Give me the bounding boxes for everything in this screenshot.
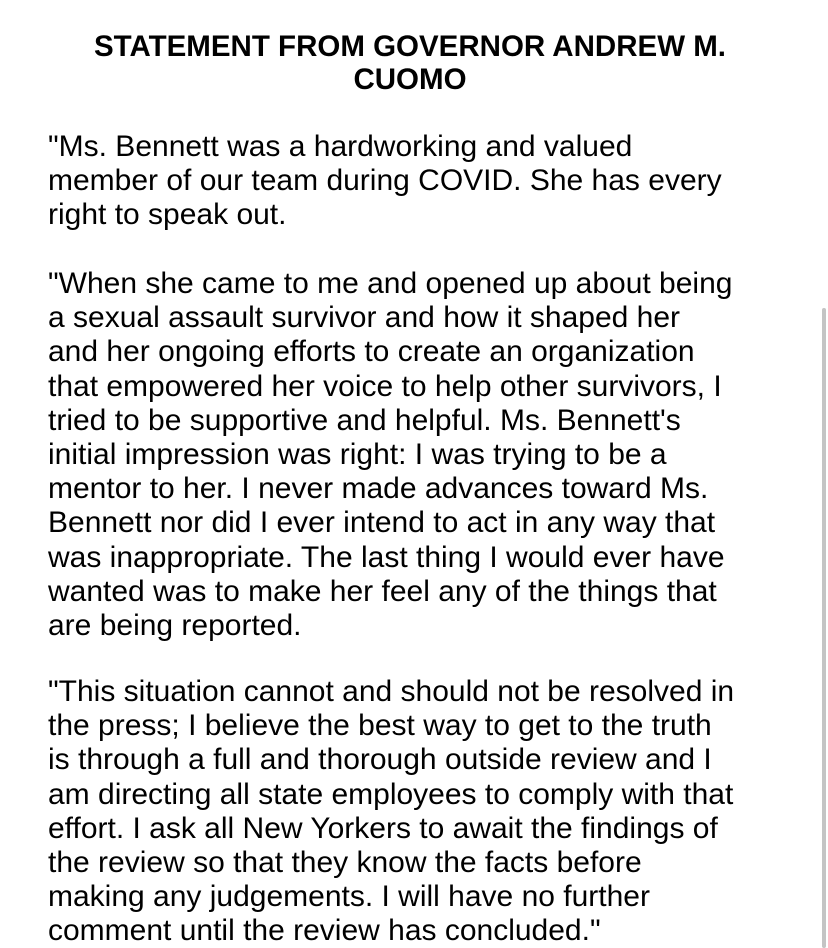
statement-title: STATEMENT FROM GOVERNOR ANDREW M. CUOMO: [93, 30, 727, 96]
vertical-scrollbar[interactable]: [822, 308, 826, 948]
statement-paragraph-1: "Ms. Bennett was a hardworking and valued member of our team during COVID. She has every right to speak out.: [48, 130, 722, 232]
statement-paragraph-3: "This situation cannot and should not be resolved in the press; I believe the best way to get to the truth is through a full and thorough outside review and I am directing all state employees to comply with that effort. I ask all New Yorkers to await the findings of the review so that they know the facts before making any judgements. I will have no further comment until the review has concluded.": [48, 675, 735, 948]
statement-paragraph-2: "When she came to me and opened up about being a sexual assault survivor and how it shaped her and her ongoing efforts to create an organization that empowered her voice to help other survivors, I tried to be supportive and helpful. Ms. Bennett's initial impression was right: I was trying to be a mentor to her. I never made advances toward Ms. Bennett nor did I ever intend to act in any way that was inappropriate. The last thing I would ever have wanted was to make her feel any of the things that are being reported.: [48, 267, 733, 643]
